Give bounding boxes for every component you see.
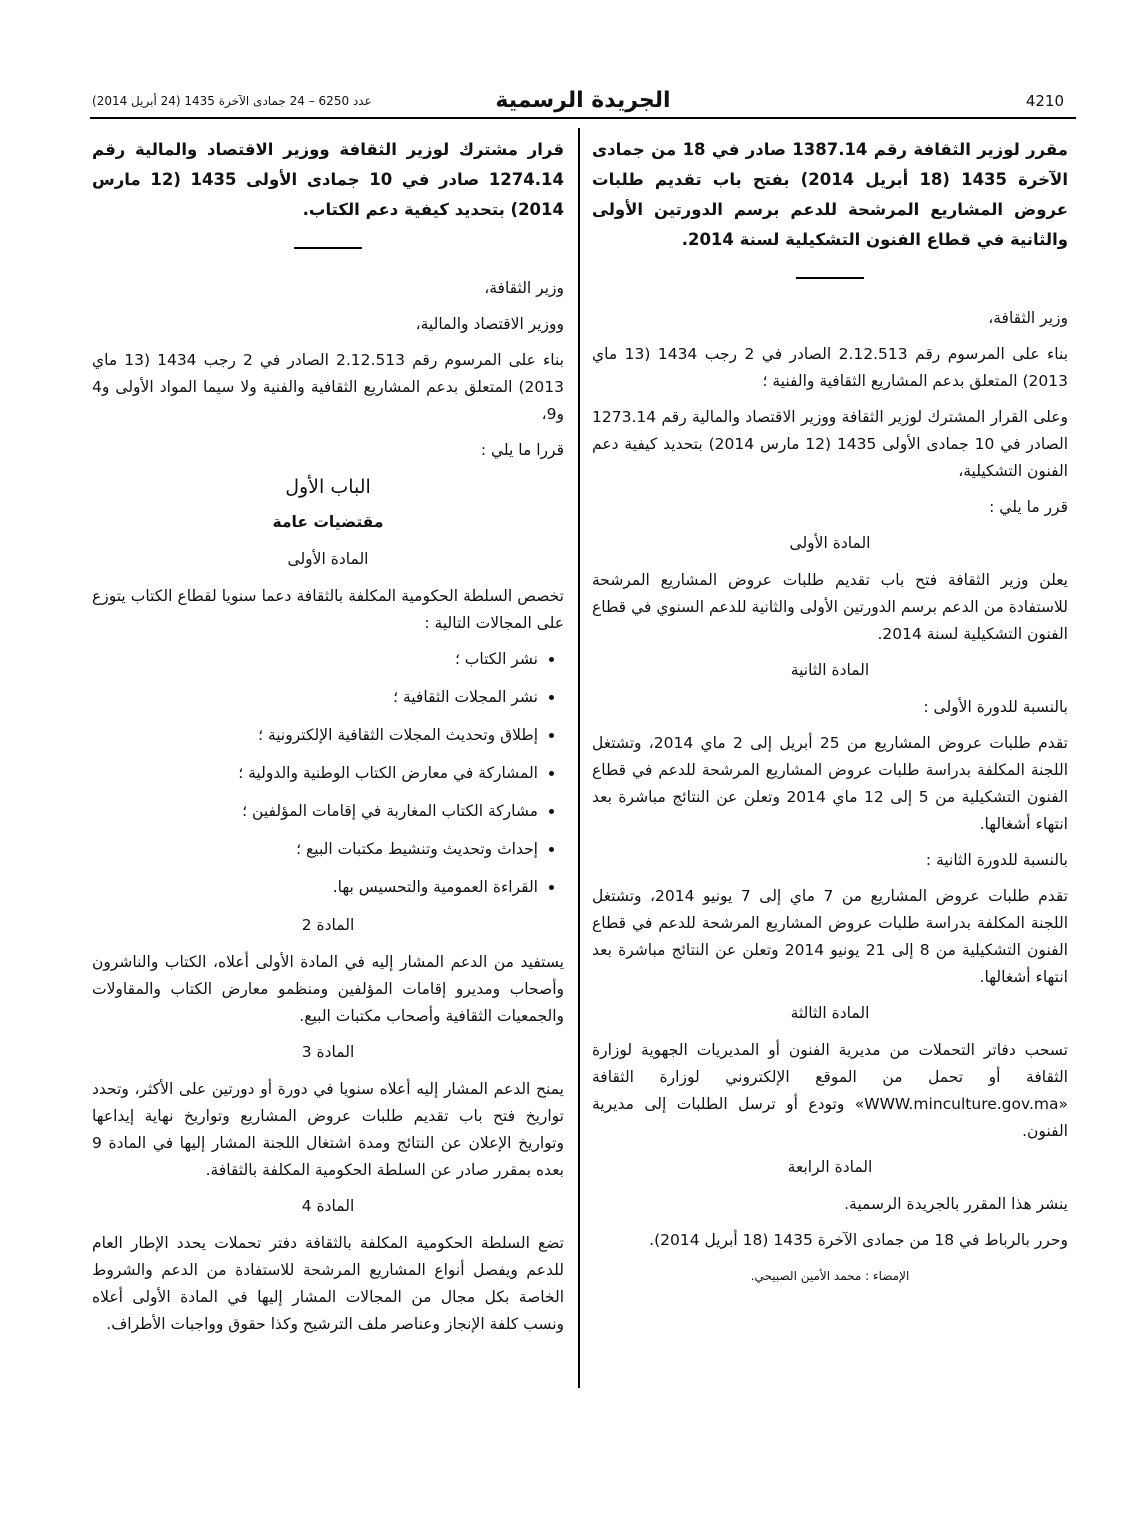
article-title: المادة الثانية	[790, 660, 870, 679]
article-text: ينشر هذا المقرر بالجريدة الرسمية.	[844, 1194, 1068, 1213]
article-text: تضع السلطة الحكومية المكلفة بالثقافة دفتر تحملات يحدد الإطار العام للدعم ويفصل أنواع المشاريع المرشحة للاستفادة من الدعم والشروط الخاصة بكل مجال من المجالات المشار إليها في المادة الأولى أعلاه ونسب كلفة الإنجاز وعناصر ملف الترشيح وكذا حقوق وواجبات الأطراف.	[92, 1233, 564, 1333]
list-item: • مشاركة الكتاب المغاربة في إقامات المؤلفين ؛	[92, 798, 538, 825]
session-heading: بالنسبة للدورة الثانية :	[925, 850, 1068, 869]
issue-info: عدد 6250 – 24 جمادى الآخرة 1435 (24 أبريل 2014)	[92, 94, 372, 108]
section-title: مقتضيات عامة	[272, 512, 384, 531]
article-title: المادة 2	[301, 915, 355, 934]
decision-title: قرار مشترك لوزير الثقافة ووزير الاقتصاد والمالية رقم 1274.14 صادر في 10 جمادى الأولى 1435 (12 مارس 2014) بتحديد كيفية دعم الكتاب.	[92, 140, 564, 219]
article-text: تخصص السلطة الحكومية المكلفة بالثقافة دعما سنويا لقطاع الكتاب يتوزع على المجالات التالية :	[92, 586, 564, 632]
minister-line: ووزير الاقتصاد والمالية،	[415, 314, 564, 333]
done-at-line: وحرر بالرباط في 18 من جمادى الآخرة 1435 (18 أبريل 2014).	[649, 1230, 1068, 1249]
article-title: المادة 3	[301, 1042, 355, 1061]
decision-title: مقرر لوزير الثقافة رقم 1387.14 صادر في 18 من جمادى الآخرة 1435 (18 أبريل 2014) بفتح باب تقديم طلبات عروض المشاريع المرشحة للدعم برسم الدورتين الأولى والثانية في قطاع الفنون التشكيلية لسنة 2014.	[592, 140, 1068, 249]
title-separator	[294, 247, 362, 249]
list-item: • إحداث وتحديث وتنشيط مكتبات البيع ؛	[92, 836, 538, 863]
preamble-paragraph: بناء على المرسوم رقم 2.12.513 الصادر في 2 رجب 1434 (13 ماي 2013) المتعلق بدعم المشاريع الثقافية والفنية ولا سيما المواد الأولى و4 و9،	[92, 350, 564, 423]
gazette-title: الجريدة الرسمية	[495, 88, 671, 113]
article-title: المادة الثالثة	[790, 1003, 870, 1022]
article-text: تقدم طلبات عروض المشاريع من 7 ماي إلى 7 يونيو 2014، وتشتغل اللجنة المكلفة بدراسة طلبات عروض المشاريع المرشحة للدعم في قطاع الفنون التشكيلية من 8 إلى 21 يونيو 2014 وتعلن عن النتائج مباشرة بعد انتهاء أشغالها.	[592, 886, 1068, 986]
column-divider	[578, 128, 580, 1388]
article-title: المادة الرابعة	[787, 1157, 873, 1176]
page-header	[90, 88, 1076, 118]
article-text: يعلن وزير الثقافة فتح باب تقديم طلبات عروض المشاريع المرشحة للاستفادة من الدعم برسم الدورتين الأولى والثانية للدعم السنوي في قطاع الفنون التشكيلية لسنة 2014.	[592, 570, 1068, 643]
left-column	[92, 135, 564, 1347]
article-text: يمنح الدعم المشار إليه أعلاه سنويا في دورة أو دورتين على الأكثر، وتحدد تواريخ فتح باب تقديم طلبات عروض المشاريع وتواريخ نهاية إيداعها وتواريخ الإعلان عن النتائج ومدة اشتغال اللجنة المشار إليها في المادة 9 بعده بمقرر صادر عن السلطة الحكومية المكلفة بالثقافة.	[92, 1079, 564, 1179]
decides-line: قررا ما يلي :	[480, 440, 564, 459]
article-title: المادة الأولى	[287, 549, 369, 568]
header-rule	[90, 117, 1076, 119]
article-text: يستفيد من الدعم المشار إليه في المادة الأولى أعلاه، الكتاب والناشرون وأصحاب ومديرو إقامات المؤلفين ومنظمو معارض الكتاب والمقاولات والجمعيات الثقافية وأصحاب مكتبات البيع.	[92, 952, 564, 1025]
minister-line: وزير الثقافة،	[484, 278, 564, 297]
fields-list	[92, 646, 564, 901]
session-heading: بالنسبة للدورة الأولى :	[923, 697, 1068, 716]
list-item: • نشر الكتاب ؛	[92, 646, 538, 673]
article-title: المادة الأولى	[789, 533, 871, 552]
list-item: • المشاركة في معارض الكتاب الوطنية والدولية ؛	[92, 760, 538, 787]
signature-line: الإمضاء : محمد الأمين الصبيحي.	[750, 1268, 910, 1283]
preamble-paragraph: وعلى القرار المشترك لوزير الثقافة ووزير الاقتصاد والمالية رقم 1273.14 الصادر في 10 جمادى الأولى 1435 (12 مارس 2014) بتحديد كيفية دعم الفنون التشكيلية،	[592, 407, 1069, 480]
right-column	[592, 135, 1068, 1290]
list-item: • القراءة العمومية والتحسيس بها.	[92, 874, 538, 901]
decides-line: قرر ما يلي :	[989, 497, 1068, 516]
article-text: تسحب دفاتر التحملات من مديرية الفنون أو المديريات الجهوية لوزارة الثقافة أو تحمل من الموقع الإلكتروني لوزارة الثقافة «WWW.minculture.gov.ma» وتودع أو ترسل الطلبات إلى مديرية الفنون.	[592, 1040, 1068, 1140]
list-item: • نشر المجلات الثقافية ؛	[92, 684, 538, 711]
title-separator	[796, 277, 864, 279]
preamble-paragraph: بناء على المرسوم رقم 2.12.513 الصادر في 2 رجب 1434 (13 ماي 2013) المتعلق بدعم المشاريع الثقافية والفنية ؛	[592, 344, 1069, 390]
minister-line: وزير الثقافة،	[988, 308, 1068, 327]
article-title: المادة 4	[301, 1196, 355, 1215]
list-item: • إطلاق وتحديث المجلات الثقافية الإلكترونية ؛	[92, 722, 538, 749]
chapter-title: الباب الأول	[285, 475, 371, 498]
page-number: 4210	[1025, 92, 1064, 110]
article-text: تقدم طلبات عروض المشاريع من 25 أبريل إلى 2 ماي 2014، وتشتغل اللجنة المكلفة بدراسة طلبات عروض المشاريع المرشحة للدعم في قطاع الفنون التشكيلية من 5 إلى 12 ماي 2014 وتعلن عن النتائج مباشرة بعد انتهاء أشغالها.	[592, 733, 1068, 833]
